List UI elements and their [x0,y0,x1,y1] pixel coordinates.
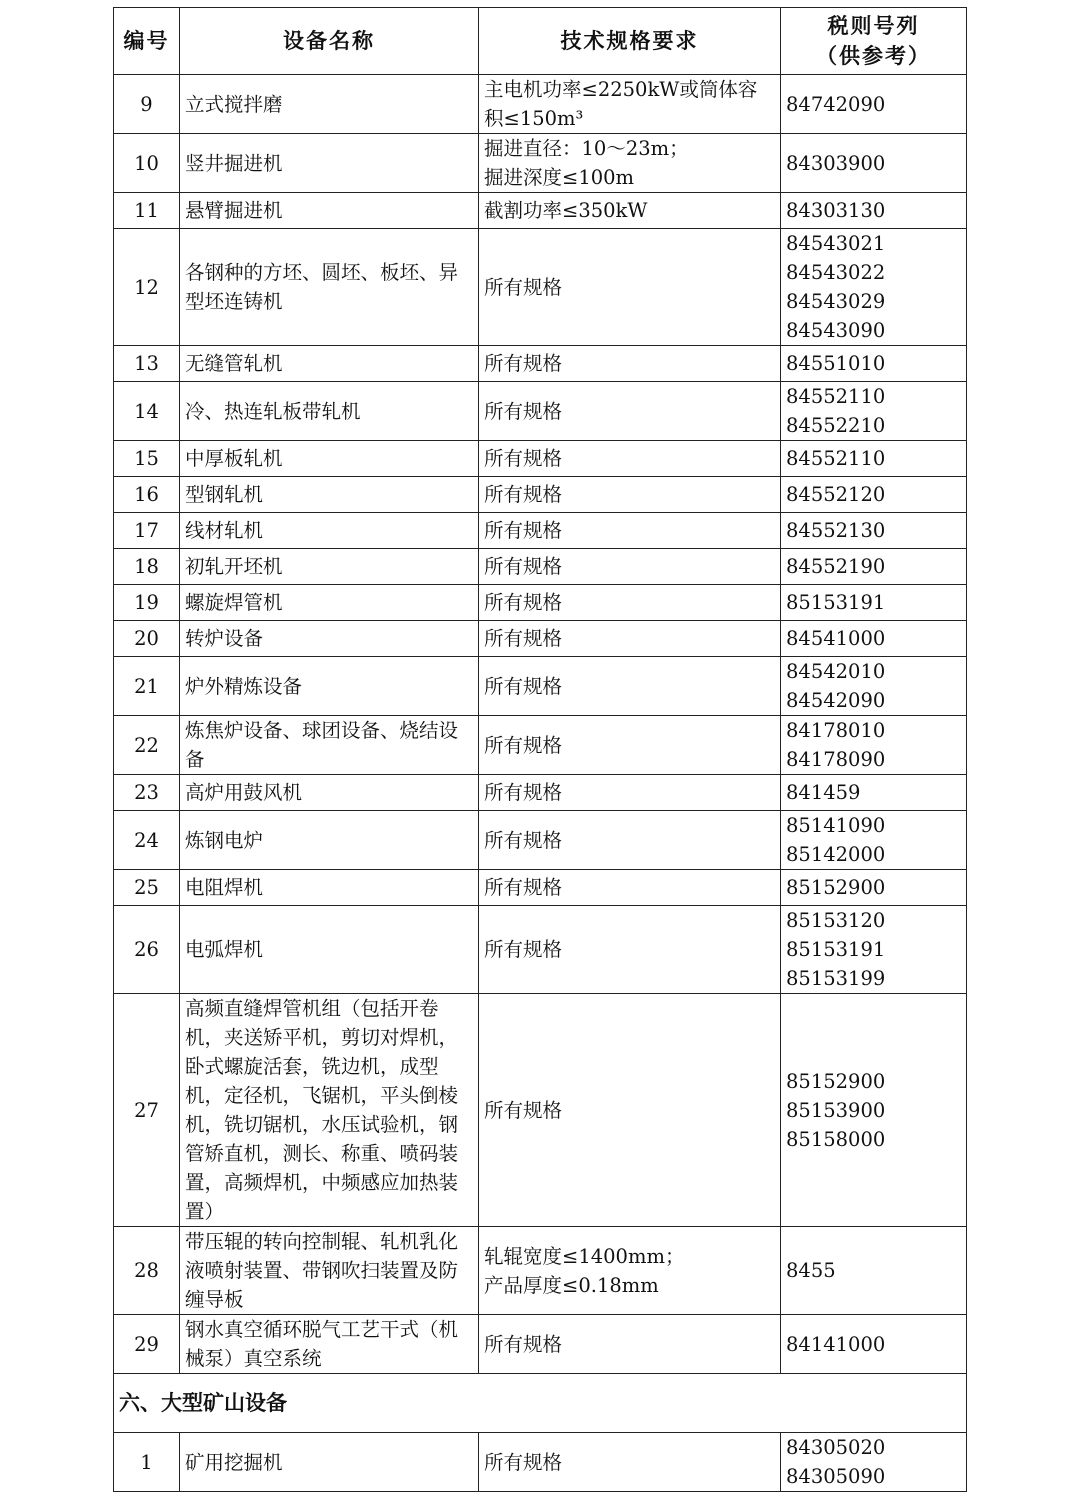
row-spec: 截割功率≤350kW [479,193,781,229]
row-tariff-code: 84552110 84552210 [781,382,967,441]
row-tariff-code: 84552120 [781,477,967,513]
row-number: 24 [114,811,180,870]
row-number: 29 [114,1315,180,1374]
row-tariff-code: 84552110 [781,441,967,477]
row-equipment-name: 电弧焊机 [180,906,479,994]
row-spec: 所有规格 [479,477,781,513]
row-equipment-name: 中厚板轧机 [180,441,479,477]
row-tariff-code: 84552130 [781,513,967,549]
row-equipment-name: 初轧开坯机 [180,549,479,585]
table-row [114,549,967,585]
row-spec: 所有规格 [479,870,781,906]
table-row [114,382,967,441]
row-number: 19 [114,585,180,621]
table-row [114,1433,967,1492]
table-row [114,1315,967,1374]
row-equipment-name: 电阻焊机 [180,870,479,906]
row-equipment-name: 冷、热连轧板带轧机 [180,382,479,441]
table-row [114,906,967,994]
row-spec: 所有规格 [479,994,781,1227]
row-spec: 所有规格 [479,513,781,549]
row-spec: 所有规格 [479,1315,781,1374]
row-tariff-code: 84141000 [781,1315,967,1374]
row-number: 22 [114,716,180,775]
table-row [114,811,967,870]
row-tariff-code: 8455 [781,1227,967,1315]
row-tariff-code: 85153120 85153191 85153199 [781,906,967,994]
table-row [114,75,967,134]
row-number: 9 [114,75,180,134]
row-equipment-name: 钢水真空循环脱气工艺干式（机械泵）真空系统 [180,1315,479,1374]
row-spec: 所有规格 [479,585,781,621]
row-equipment-name: 螺旋焊管机 [180,585,479,621]
row-spec: 所有规格 [479,657,781,716]
row-number: 20 [114,621,180,657]
row-equipment-name: 矿用挖掘机 [180,1433,479,1492]
row-tariff-code: 84543021 84543022 84543029 84543090 [781,229,967,346]
row-equipment-name: 悬臂掘进机 [180,193,479,229]
row-spec: 所有规格 [479,621,781,657]
row-equipment-name: 立式搅拌磨 [180,75,479,134]
table-row [114,134,967,193]
row-equipment-name: 无缝管轧机 [180,346,479,382]
row-spec: 所有规格 [479,441,781,477]
header-tariff: 税则号列 （供参考） [781,8,967,75]
row-number: 26 [114,906,180,994]
table-row [114,346,967,382]
row-spec: 所有规格 [479,716,781,775]
table-row [114,870,967,906]
row-equipment-name: 炉外精炼设备 [180,657,479,716]
row-number: 16 [114,477,180,513]
row-equipment-name: 竖井掘进机 [180,134,479,193]
row-tariff-code: 84303900 [781,134,967,193]
row-equipment-name: 线材轧机 [180,513,479,549]
row-tariff-code: 85153191 [781,585,967,621]
row-number: 1 [114,1433,180,1492]
row-number: 11 [114,193,180,229]
row-tariff-code: 84305020 84305090 [781,1433,967,1492]
row-number: 13 [114,346,180,382]
row-tariff-code: 84178010 84178090 [781,716,967,775]
row-number: 12 [114,229,180,346]
header-name: 设备名称 [180,8,479,75]
row-spec: 所有规格 [479,549,781,585]
row-tariff-code: 85152900 [781,870,967,906]
table-row [114,441,967,477]
row-equipment-name: 炼焦炉设备、球团设备、烧结设备 [180,716,479,775]
row-spec: 所有规格 [479,811,781,870]
table-row [114,621,967,657]
header-spec: 技术规格要求 [479,8,781,75]
row-tariff-code: 84742090 [781,75,967,134]
row-equipment-name: 高频直缝焊管机组（包括开卷机，夹送矫平机，剪切对焊机，卧式螺旋活套，铣边机，成型机，定径机，飞锯机，平头倒棱机，铣切锯机，水压试验机，钢管矫直机，测长、称重、喷码装置，高频焊机，中频感应加热装置） [180,994,479,1227]
row-tariff-code: 85141090 85142000 [781,811,967,870]
row-number: 17 [114,513,180,549]
table-row [114,716,967,775]
table-row [114,193,967,229]
table-row [114,994,967,1227]
row-equipment-name: 各钢种的方坯、圆坯、板坯、异型坯连铸机 [180,229,479,346]
row-number: 10 [114,134,180,193]
row-equipment-name: 高炉用鼓风机 [180,775,479,811]
row-number: 25 [114,870,180,906]
row-number: 23 [114,775,180,811]
row-tariff-code: 84542010 84542090 [781,657,967,716]
row-tariff-code: 84551010 [781,346,967,382]
row-tariff-code: 84303130 [781,193,967,229]
header-row [114,8,967,75]
equipment-table [113,7,967,1492]
row-spec: 轧辊宽度≤1400mm； 产品厚度≤0.18mm [479,1227,781,1315]
row-spec: 所有规格 [479,382,781,441]
row-spec: 所有规格 [479,775,781,811]
row-number: 18 [114,549,180,585]
row-tariff-code: 841459 [781,775,967,811]
section-title: 六、大型矿山设备 [114,1374,967,1433]
row-spec: 掘进直径：10～23m； 掘进深度≤100m [479,134,781,193]
row-spec: 所有规格 [479,1433,781,1492]
row-number: 28 [114,1227,180,1315]
row-number: 21 [114,657,180,716]
table-row [114,229,967,346]
table-row [114,1227,967,1315]
row-spec: 所有规格 [479,229,781,346]
table-row [114,477,967,513]
row-tariff-code: 84541000 [781,621,967,657]
row-tariff-code: 85152900 85153900 85158000 [781,994,967,1227]
row-equipment-name: 型钢轧机 [180,477,479,513]
section-row [114,1374,967,1433]
row-equipment-name: 转炉设备 [180,621,479,657]
table-row [114,513,967,549]
row-equipment-name: 带压辊的转向控制辊、轧机乳化液喷射装置、带钢吹扫装置及防缠导板 [180,1227,479,1315]
header-no: 编号 [114,8,180,75]
row-tariff-code: 84552190 [781,549,967,585]
row-number: 15 [114,441,180,477]
table-row [114,585,967,621]
table-row [114,657,967,716]
row-spec: 所有规格 [479,906,781,994]
table-row [114,775,967,811]
row-number: 14 [114,382,180,441]
row-spec: 所有规格 [479,346,781,382]
row-number: 27 [114,994,180,1227]
row-spec: 主电机功率≤2250kW或筒体容积≤150m³ [479,75,781,134]
row-equipment-name: 炼钢电炉 [180,811,479,870]
